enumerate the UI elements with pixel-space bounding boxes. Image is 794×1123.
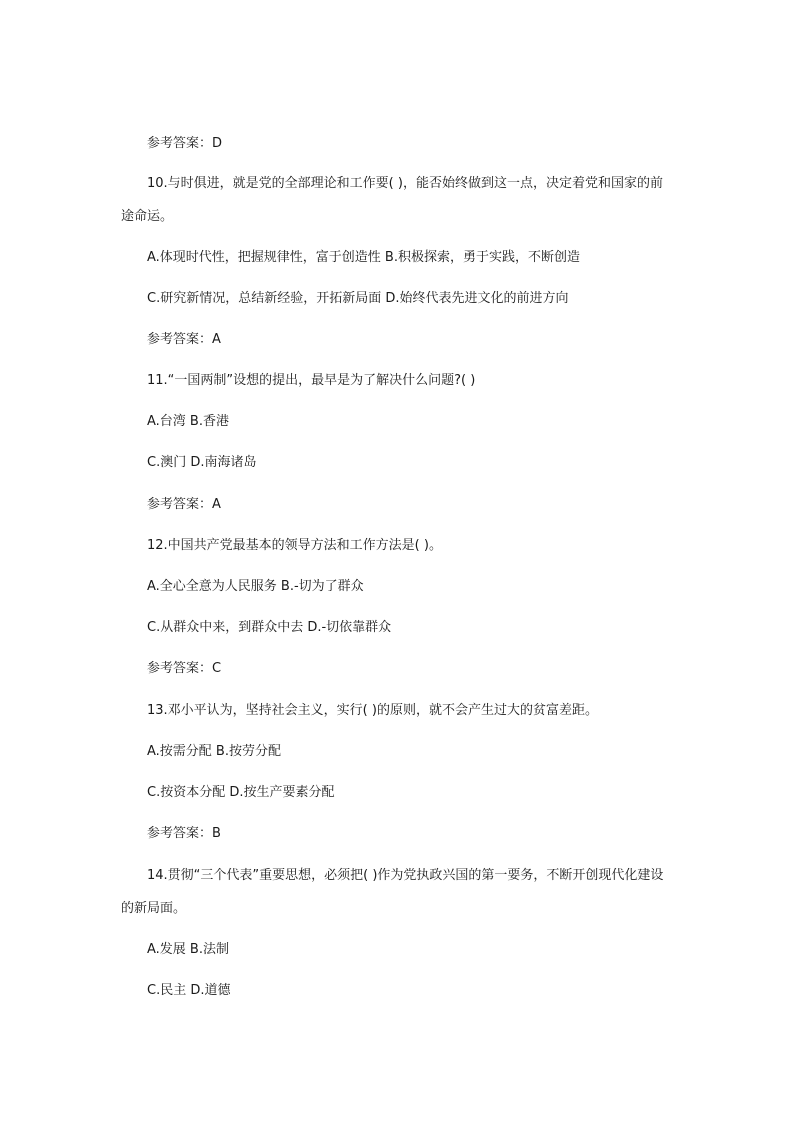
question-14: 14.贯彻“三个代表”重要思想，必须把( )作为党执政兴国的第一要务，不断开创现代化建设的新局面。: [121, 868, 664, 916]
question-12-options-ab: A.全心全意为人民服务 B.-切为了群众: [147, 579, 364, 594]
question-14-options-cd: C.民主 D.道德: [147, 983, 231, 998]
question-14-options-ab: A.发展 B.法制: [147, 942, 229, 957]
question-11-options-ab: A.台湾 B.香港: [147, 414, 229, 429]
answer-13: 参考答案：B: [147, 826, 221, 841]
question-10-options-ab: A.体现时代性，把握规律性，富于创造性 B.积极探索，勇于实践，不断创造: [147, 250, 580, 265]
question-10-options-cd: C.研究新情况，总结新经验，开拓新局面 D.始终代表先进文化的前进方向: [147, 291, 569, 306]
answer-10: 参考答案：A: [147, 332, 221, 347]
question-11: 11.“一国两制”设想的提出，最早是为了解决什么问题?( ): [147, 373, 476, 388]
question-13-options-ab: A.按需分配 B.按劳分配: [147, 744, 281, 759]
question-10: 10.与时俱进，就是党的全部理论和工作要( )，能否始终做到这一点，决定着党和国家的前途命运。: [121, 176, 663, 224]
question-12: 12.中国共产党最基本的领导方法和工作方法是( )。: [147, 538, 442, 553]
answer-12: 参考答案：C: [147, 661, 222, 676]
question-12-options-cd: C.从群众中来，到群众中去 D.-切依靠群众: [147, 620, 392, 635]
question-13-options-cd: C.按资本分配 D.按生产要素分配: [147, 785, 335, 800]
answer-9: 参考答案：D: [147, 136, 223, 151]
question-13: 13.邓小平认为，坚持社会主义，实行( )的原则，就不会产生过大的贫富差距。: [147, 703, 598, 718]
question-11-options-cd: C.澳门 D.南海诸岛: [147, 455, 257, 470]
answer-11: 参考答案：A: [147, 497, 221, 512]
